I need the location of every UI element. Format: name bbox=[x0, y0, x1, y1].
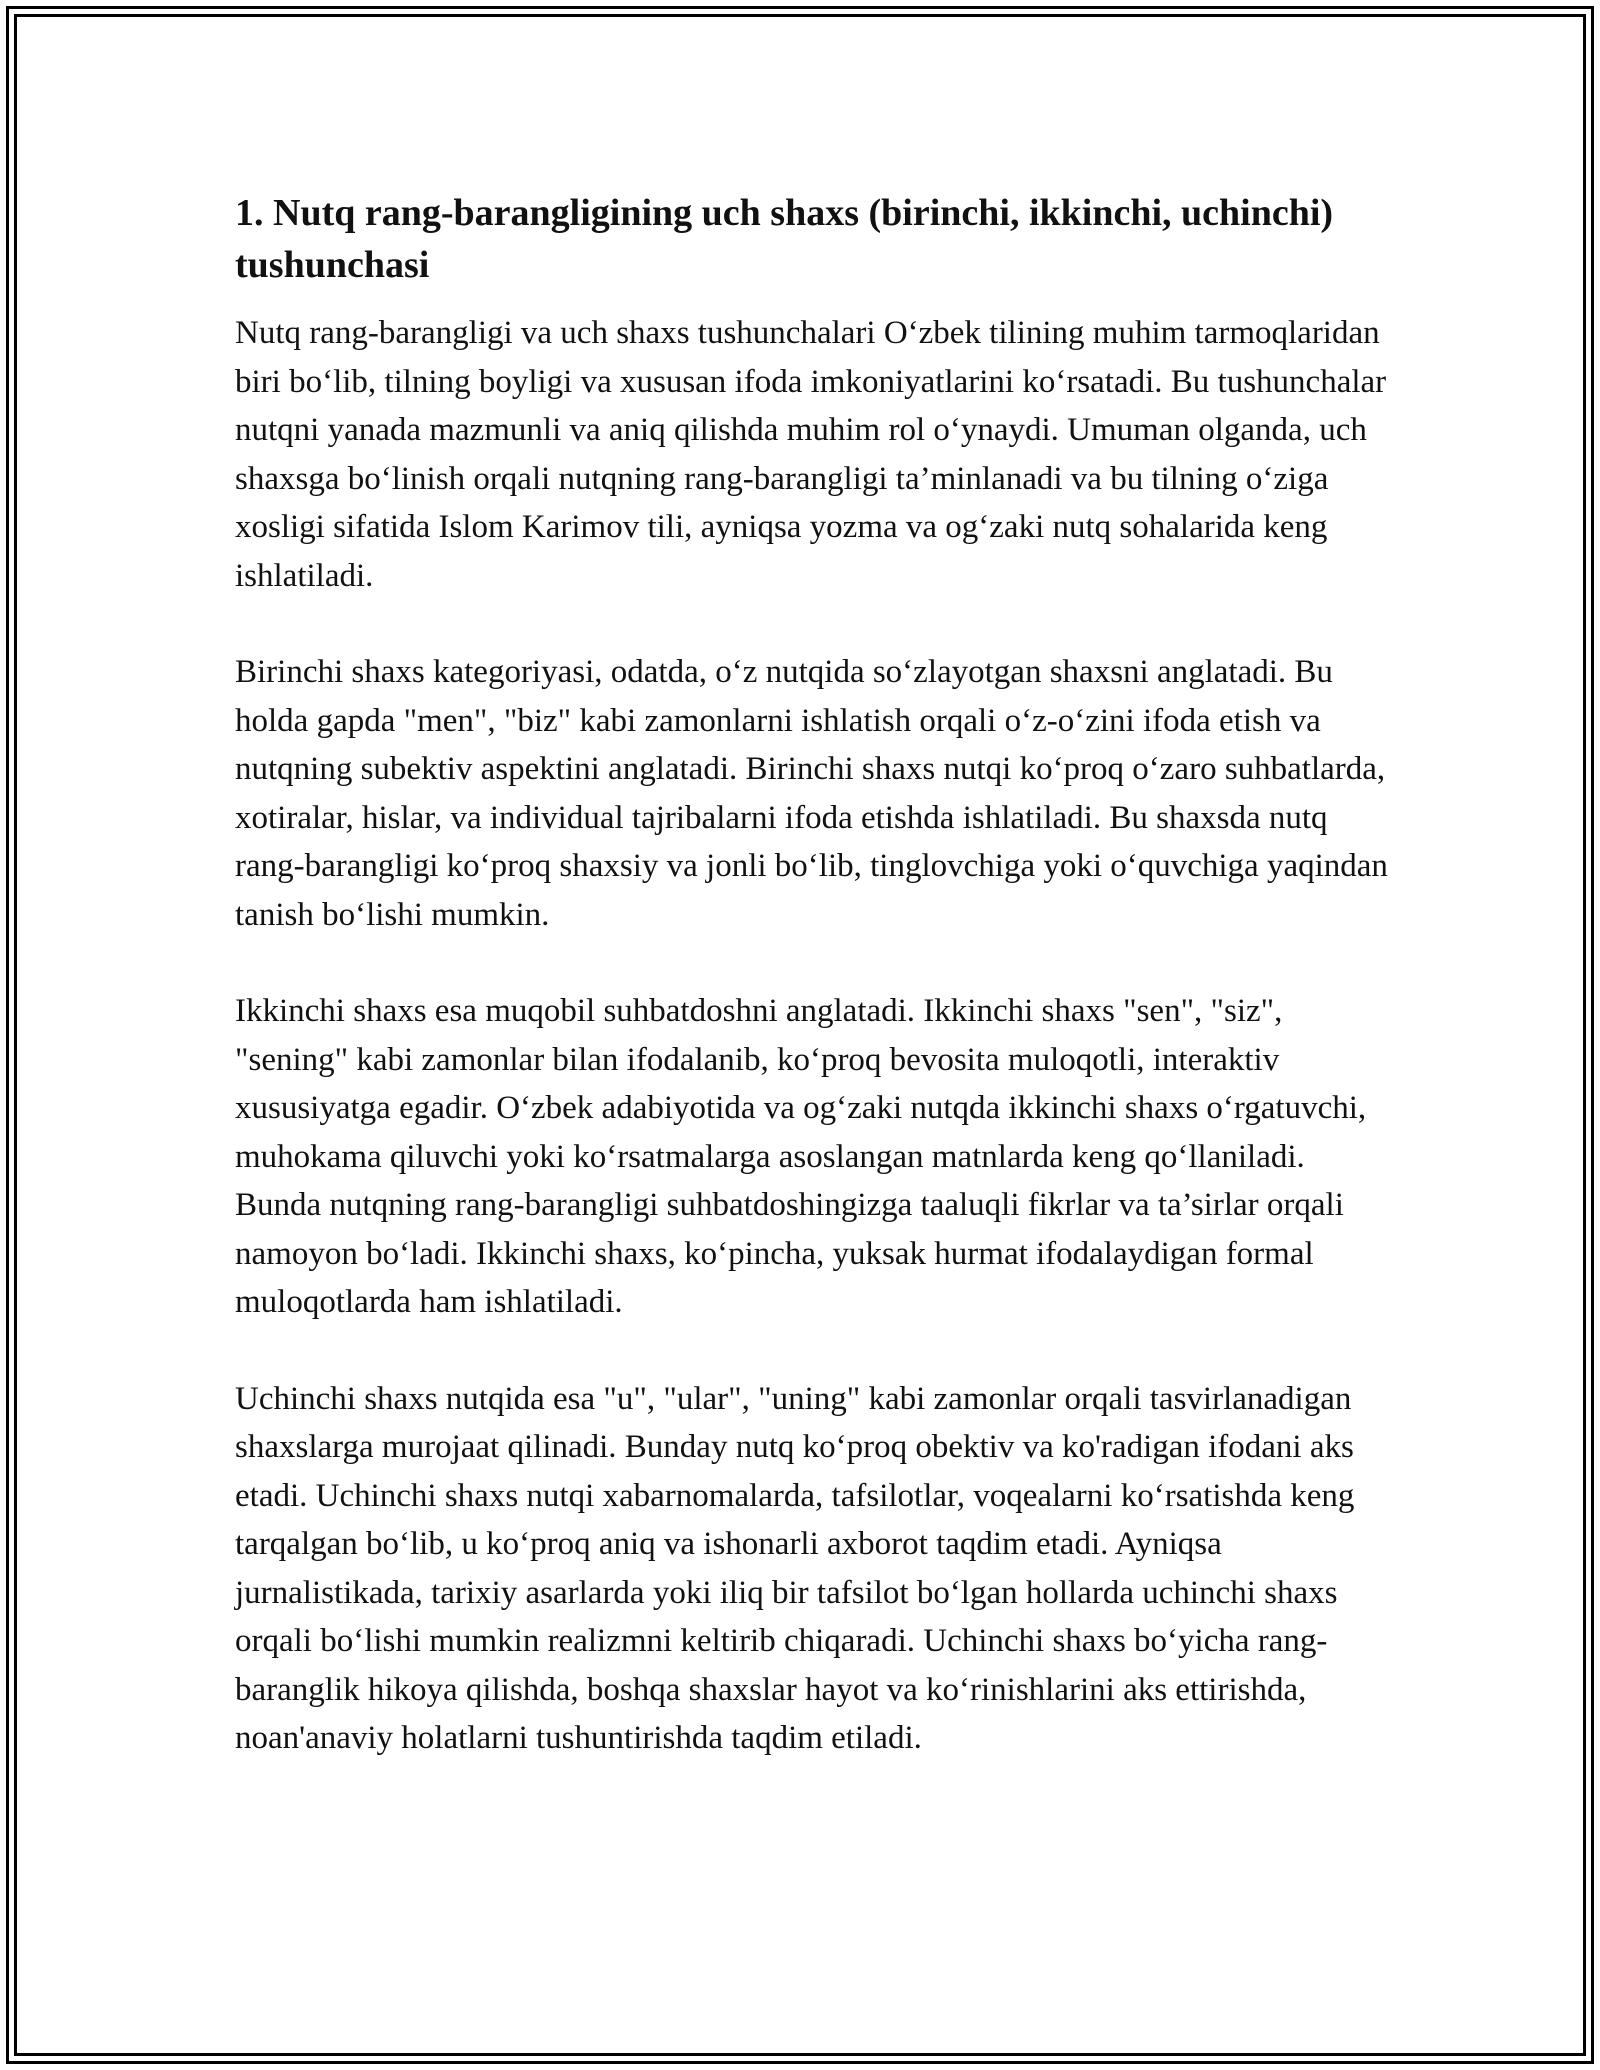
document-body bbox=[235, 187, 1395, 1811]
paragraph-third-person: Uchinchi shaxs nutqida esa "u", "ular", "uning" kabi zamonlar orqali tasvirlanadigan shaxslarga murojaat qilinadi. Bunday nutq ko‘proq obektiv va ko'radigan ifodani aks etadi. Uchinchi shaxs nutqi xabarnomalarda, tafsilotlar, voqealarni ko‘rsatishda keng tarqalgan bo‘lib, u ko‘proq aniq va ishonarli axborot taqdim etadi. Ayniqsa jurnalistikada, tarixiy asarlarda yoki iliq bir tafsilot bo‘lgan hollarda uchinchi shaxs orqali bo‘lishi mumkin realizmni keltirib chiqaradi. Uchinchi shaxs bo‘yicha rang-baranglik hikoya qilishda, boshqa shaxslar hayot va ko‘rinishlarini aks ettirishda, noan'anaviy holatlarni tushuntirishda taqdim etiladi. bbox=[235, 1380, 1355, 1756]
paragraph-intro: Nutq rang-barangligi va uch shaxs tushunchalari O‘zbek tilining muhim tarmoqlaridan biri bo‘lib, tilning boyligi va xususan ifoda imkoniyatlarini ko‘rsatadi. Bu tushunchalar nutqni yanada mazmunli va aniq qilishda muhim rol o‘ynaydi. Umuman olganda, uch shaxsga bo‘linish orqali nutqning rang-barangligi ta’minlanadi va bu tilning o‘ziga xosligi sifatida Islom Karimov tili, ayniqsa yozma va og‘zaki nutq sohalarida keng ishlatiladi. bbox=[235, 315, 1387, 594]
section-heading: 1. Nutq rang-barangligining uch shaxs (birinchi, ikkinchi, uchinchi) tushunchasi bbox=[235, 192, 1334, 286]
paragraph-first-person: Birinchi shaxs kategoriyasi, odatda, o‘z nutqida so‘zlayotgan shaxsni anglatadi. Bu holda gapda "men", "biz" kabi zamonlarni ishlatish orqali o‘z-o‘zini ifoda etish va nutqning subektiv aspektini anglatadi. Birinchi shaxs nutqi ko‘proq o‘zaro suhbatlarda, xotiralar, hislar, va individual tajribalarni ifoda etishda ishlatiladi. Bu shaxsda nutq rang-barangligi ko‘proq shaxsiy va jonli bo‘lib, tinglovchiga yoki o‘quvchiga yaqindan tanish bo‘lishi mumkin. bbox=[235, 654, 1388, 933]
paragraph-second-person: Ikkinchi shaxs esa muqobil suhbatdoshni anglatadi. Ikkinchi shaxs "sen", "siz", "sening" kabi zamonlar bilan ifodalanib, ko‘proq bevosita muloqotli, interaktiv xususiyatga egadir. O‘zbek adabiyotida va og‘zaki nutqda ikkinchi shaxs o‘rgatuvchi, muhokama qiluvchi yoki ko‘rsatmalarga asoslangan matnlarda keng qo‘llaniladi. Bunda nutqning rang-barangligi suhbatdoshingizga taaluqli fikrlar va ta’sirlar orqali namoyon bo‘ladi. Ikkinchi shaxs, ko‘pincha, yuksak hurmat ifodalaydigan formal muloqotlarda ham ishlatiladi. bbox=[235, 993, 1367, 1320]
